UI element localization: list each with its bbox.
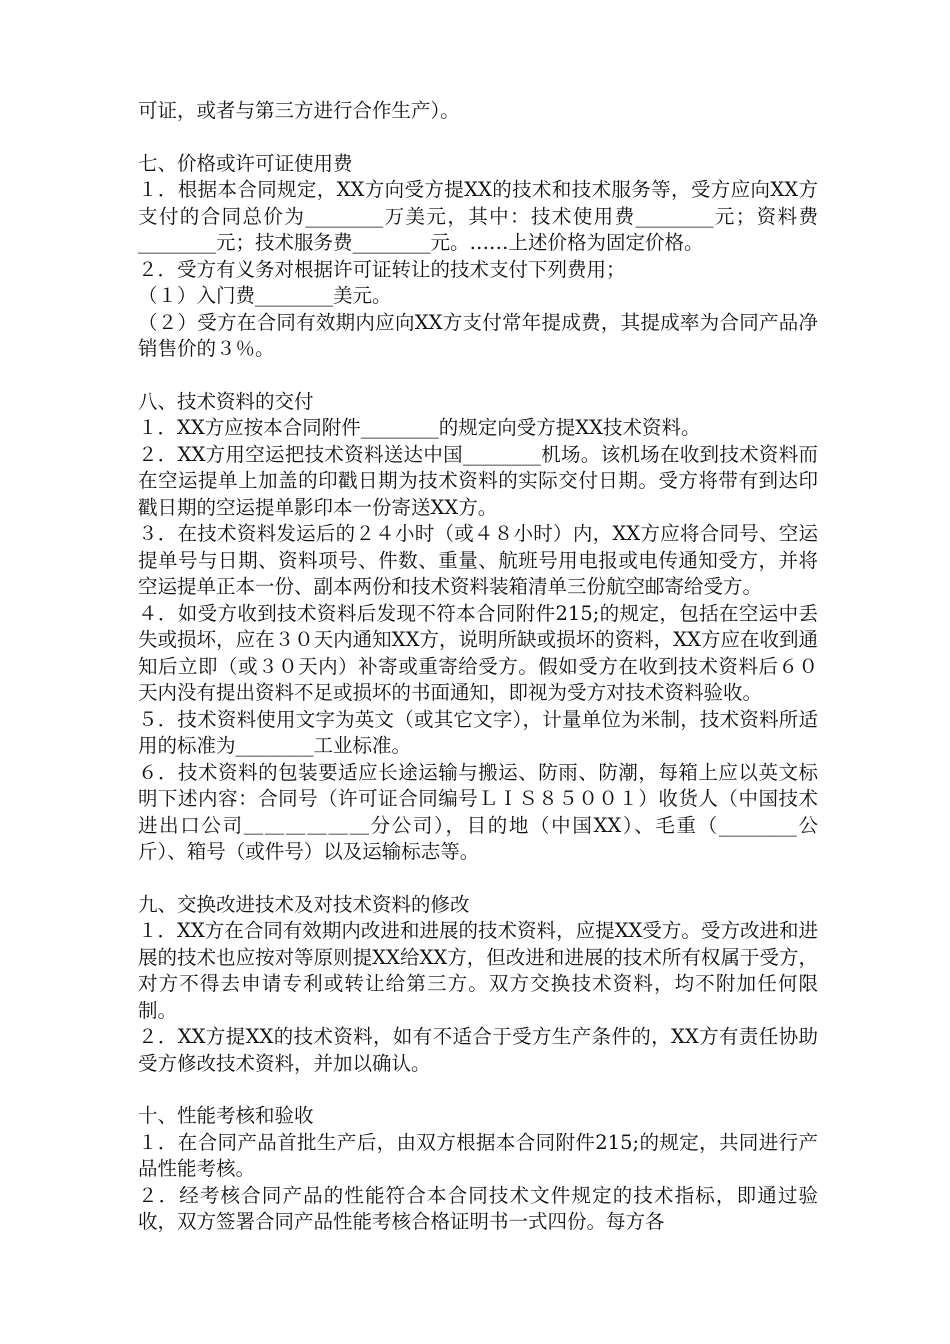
- section-heading-10: 十、性能考核和验收: [138, 1104, 314, 1127]
- clause-7-2-item-2: （２）受方在合同有效期内应向XX方支付常年提成费，其提成率为合同产品净销售价的３％。: [138, 310, 818, 360]
- clause-7-1: １．根据本合同规定，XX方向受方提XX的技术和技术服务等，受方应向XX方支付的合同总价为________万美元，其中：技术使用费________元；资料费________元；技术服务费________元。……上述价格为固定价格。: [138, 178, 818, 254]
- document-body: [138, 98, 818, 1236]
- clause-10-2: ２．经考核合同产品的性能符合本合同技术文件规定的技术指标，即通过验收，双方签署合同产品性能考核合格证明书一式四份。每方各: [138, 1183, 818, 1233]
- section-heading-8: 八、技术资料的交付: [138, 389, 314, 413]
- clause-8-1: １．XX方应按本合同附件________的规定向受方提XX技术资料。: [138, 416, 701, 439]
- clause-8-5: ５．技术资料使用文字为英文（或其它文字），计量单位为米制，技术资料所适用的标准为________工业标准。: [138, 707, 818, 757]
- section-heading-9: 九、交换改进技术及对技术资料的修改: [138, 892, 470, 916]
- paragraph-continuation: 可证，或者与第三方进行合作生产）。: [138, 99, 460, 122]
- clause-9-2: ２．XX方提XX的技术资料，如有不适合于受方生产条件的，XX方有责任协助受方修改技术资料，并加以确认。: [138, 1025, 818, 1075]
- clause-7-2-item-1: （１）入门费________美元。: [138, 284, 392, 307]
- section-heading-7: 七、价格或许可证使用费: [138, 151, 353, 175]
- clause-8-3: ３．在技术资料发运后的２４小时（或４８小时）内，XX方应将合同号、空运提单号与日期、资料项号、件数、重量、航班号用电报或电传通知受方，并将空运提单正本一份、副本两份和技术资料装箱清单三份航空邮寄给受方。: [138, 522, 818, 598]
- clause-8-4: ４．如受方收到技术资料后发现不符本合同附件215;的规定，包括在空运中丢失或损坏，应在３０天内通知XX方，说明所缺或损坏的资料，XX方应在收到通知后立即（或３０天内）补寄或重寄给受方。假如受方在收到技术资料后６０天内没有提出资料不足或损坏的书面通知，即视为受方对技术资料验收。: [138, 601, 818, 704]
- clause-8-6: ６．技术资料的包装要适应长途运输与搬运、防雨、防潮，每箱上应以英文标明下述内容：合同号（许可证合同编号ＬＩＳ８５００１）收货人（中国技术进出口公司＿＿＿＿＿＿分公司），目的地（中国XX）、毛重（________公斤）、箱号（或件号）以及运输标志等。: [138, 760, 818, 863]
- clause-7-2: ２．受方有义务对根据许可证转让的技术支付下列费用；: [138, 257, 626, 281]
- clause-8-2: ２．XX方用空运把技术资料送达中国________机场。该机场在收到技术资料而在空运提单上加盖的印戳日期为技术资料的实际交付日期。受方将带有到达印戳日期的空运提单影印本一份寄送XX方。: [138, 442, 818, 519]
- clause-9-1: １．XX方在合同有效期内改进和进展的技术资料，应提XX受方。受方改进和进展的技术也应按对等原则提XX给XX方，但改进和进展的技术所有权属于受方，对方不得去申请专利或转让给第三方。双方交换技术资料，均不附加任何限制。: [138, 919, 818, 1022]
- clause-10-1: １．在合同产品首批生产后，由双方根据本合同附件215;的规定，共同进行产品性能考核。: [138, 1130, 818, 1180]
